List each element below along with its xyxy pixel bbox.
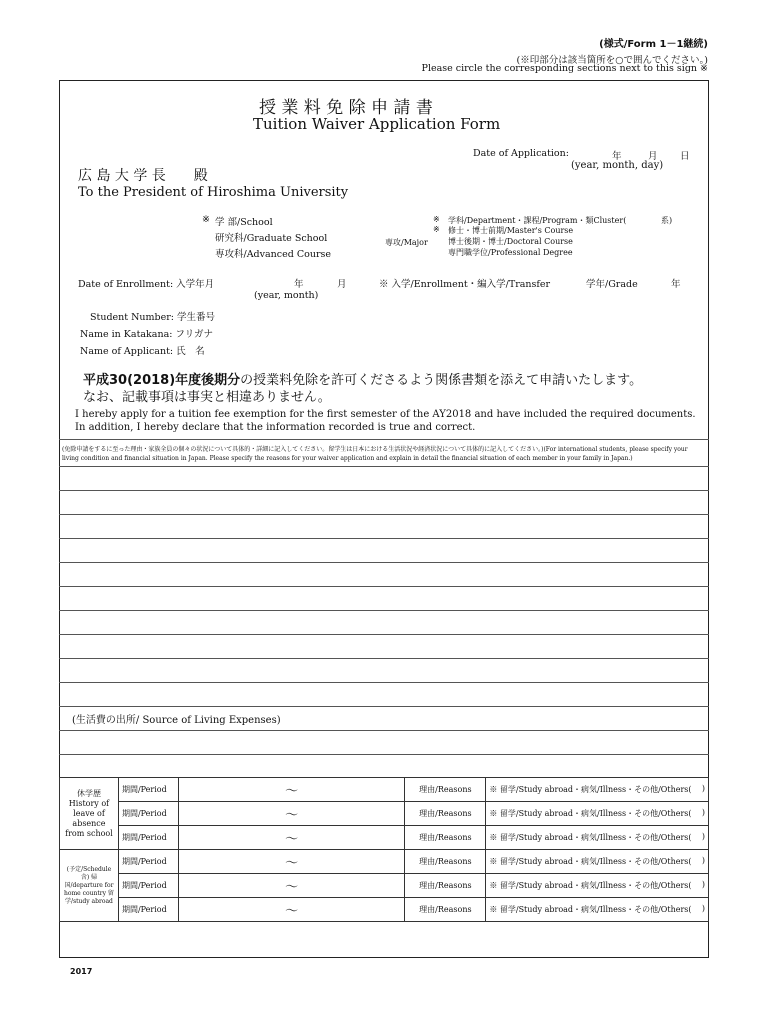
table-row (60, 850, 709, 874)
period-range-field[interactable]: ～ (178, 874, 405, 898)
reason-area-top-rule (59, 439, 709, 440)
writing-line[interactable] (59, 730, 709, 731)
reason-options[interactable] (486, 778, 709, 802)
application-year-unit: 年 (612, 151, 622, 162)
graduate-school-option[interactable]: 研究科/Graduate School (215, 233, 328, 244)
application-date-label: Date of Application: (473, 148, 569, 159)
declaration-term: 平成30(2018)年度後期分 (83, 373, 241, 388)
period-label: 期間/Period (118, 802, 178, 826)
writing-line[interactable] (59, 610, 709, 611)
enrollment-date-label: Date of Enrollment: 入学年月 (78, 279, 215, 290)
title-jp: 授 業 料 免 除 申 請 書 (259, 98, 433, 118)
enrollment-type-option[interactable]: ※ 入学/Enrollment・編入学/Transfer (379, 279, 551, 290)
enrollment-date-hint: (year, month) (254, 290, 319, 301)
applicant-name-label: Name of Applicant: 氏 名 (80, 346, 205, 357)
reasons-label: 理由/Reasons (405, 874, 486, 898)
school-mark: ※ (202, 214, 210, 225)
reason-options-close: ) (701, 904, 705, 913)
table-row (60, 778, 709, 802)
reason-options-text: ※ 留学/Study abroad・病気/Illness・その他/Others( (489, 857, 692, 866)
major-label: 専攻/Major (385, 238, 428, 247)
reasons-label: 理由/Reasons (405, 778, 486, 802)
writing-line[interactable] (59, 706, 709, 707)
reasons-label: 理由/Reasons (405, 826, 486, 850)
circle-note-jp: (※印部分は該当箇所を○で囲んでください。) (516, 55, 708, 66)
school-option[interactable]: 学 部/School (215, 217, 273, 228)
period-range-field[interactable]: ～ (178, 898, 405, 922)
enrollment-year-unit: 年 (294, 279, 304, 290)
table-row (60, 826, 709, 850)
reasons-label: 理由/Reasons (405, 898, 486, 922)
period-range-field[interactable]: ～ (178, 802, 405, 826)
period-label: 期間/Period (118, 778, 178, 802)
reason-instruction: (免除申請をするに至った理由・家族全員の個々の状況について具体的・詳細に記入してください。留学生は日本における生活状況や経済状況について具体的に記入してください。)(For international students, please specify your living condition and financial situation in Japan. Please specify the reasons for your waiver application and explain in detail the financial situation of each member in your family in Japan.) (62, 446, 688, 462)
grade-label: 学年/Grade (586, 279, 638, 290)
advanced-course-option[interactable]: 専攻科/Advanced Course (215, 249, 331, 260)
reason-options-text: ※ 留学/Study abroad・病気/Illness・その他/Others( (489, 785, 692, 794)
reason-options-close: ) (701, 784, 705, 793)
form-number: (様式/Form 1－1継続) (599, 39, 708, 50)
period-label: 期間/Period (118, 826, 178, 850)
writing-line[interactable] (59, 658, 709, 659)
period-range-field[interactable]: ～ (178, 850, 405, 874)
writing-line[interactable] (59, 634, 709, 635)
reason-options[interactable] (486, 874, 709, 898)
grade-unit: 年 (671, 279, 681, 290)
reason-options-text: ※ 留学/Study abroad・病気/Illness・その他/Others( (489, 833, 692, 842)
writing-line[interactable] (59, 562, 709, 563)
declaration-en-line2: In addition, I hereby declare that the information recorded is true and correct. (75, 422, 476, 433)
period-label: 期間/Period (118, 898, 178, 922)
period-label: 期間/Period (118, 874, 178, 898)
reason-options-text: ※ 留学/Study abroad・病気/Illness・その他/Others( (489, 905, 692, 914)
period-label: 期間/Period (118, 850, 178, 874)
living-expenses-label: (生活費の出所/ Source of Living Expenses) (72, 715, 281, 726)
dept-mark: ※ (433, 215, 440, 224)
department-suffix: 系) (661, 216, 673, 225)
writing-line[interactable] (59, 754, 709, 755)
writing-line[interactable] (59, 682, 709, 683)
reason-options[interactable] (486, 826, 709, 850)
writing-line[interactable] (59, 466, 709, 467)
table-row (60, 874, 709, 898)
reason-options-close: ) (701, 832, 705, 841)
department-option[interactable]: 学科/Department・課程/Program・類Cluster( (448, 216, 627, 225)
period-range-field[interactable]: ～ (178, 778, 405, 802)
departure-history-label: (予定/Schedule含) 帰国/departure for home country 留学/study abroad (60, 850, 119, 922)
period-range-field[interactable]: ～ (178, 826, 405, 850)
title-en: Tuition Waiver Application Form (253, 115, 501, 133)
reason-options-text: ※ 留学/Study abroad・病気/Illness・その他/Others( (489, 809, 692, 818)
application-day-unit: 日 (680, 151, 690, 162)
declaration-jp-rest: の授業料免除を許可くださるよう関係書類を添えて申請いたします。 (240, 373, 643, 388)
circle-note-en: Please circle the corresponding sections next to this sign ※ (421, 63, 708, 74)
writing-line[interactable] (59, 514, 709, 515)
doctoral-course-option[interactable]: 博士後期・博士/Doctoral Course (448, 237, 573, 246)
reason-options-close: ) (701, 856, 705, 865)
student-number-label: Student Number: 学生番号 (90, 312, 216, 323)
declaration-jp-line2: なお、記載事項は事実と相違ありません。 (83, 390, 331, 405)
table-row (60, 898, 709, 922)
reason-options-close: ) (701, 880, 705, 889)
table-row (60, 802, 709, 826)
declaration-en-line1: I hereby apply for a tuition fee exemption for the first semester of the AY2018 and have included the required documents. (75, 409, 696, 420)
leave-history-label: 休学歴 History of leave of absence from school (60, 778, 119, 850)
writing-line[interactable] (59, 490, 709, 491)
enrollment-month-unit: 月 (337, 279, 347, 290)
writing-line[interactable] (59, 538, 709, 539)
course-mark: ※ (433, 225, 440, 234)
masters-course-option[interactable]: 修士・博士前期/Master's Course (448, 226, 574, 235)
application-month-unit: 月 (648, 151, 658, 162)
reasons-label: 理由/Reasons (405, 850, 486, 874)
footer-year: 2017 (70, 967, 93, 976)
addressee-jp: 広 島 大 学 長 殿 (78, 168, 208, 184)
professional-degree-option[interactable]: 専門職学位/Professional Degree (448, 248, 573, 257)
reason-options[interactable] (486, 850, 709, 874)
reason-options-text: ※ 留学/Study abroad・病気/Illness・その他/Others( (489, 881, 692, 890)
reason-options[interactable] (486, 802, 709, 826)
katakana-name-label: Name in Katakana: フリガナ (80, 329, 213, 340)
writing-line[interactable] (59, 586, 709, 587)
reason-options[interactable] (486, 898, 709, 922)
leave-history-table (59, 777, 709, 922)
addressee-en: To the President of Hiroshima University (78, 185, 349, 200)
application-date-hint: (year, month, day) (571, 160, 664, 171)
reasons-label: 理由/Reasons (405, 802, 486, 826)
reason-options-close: ) (701, 808, 705, 817)
